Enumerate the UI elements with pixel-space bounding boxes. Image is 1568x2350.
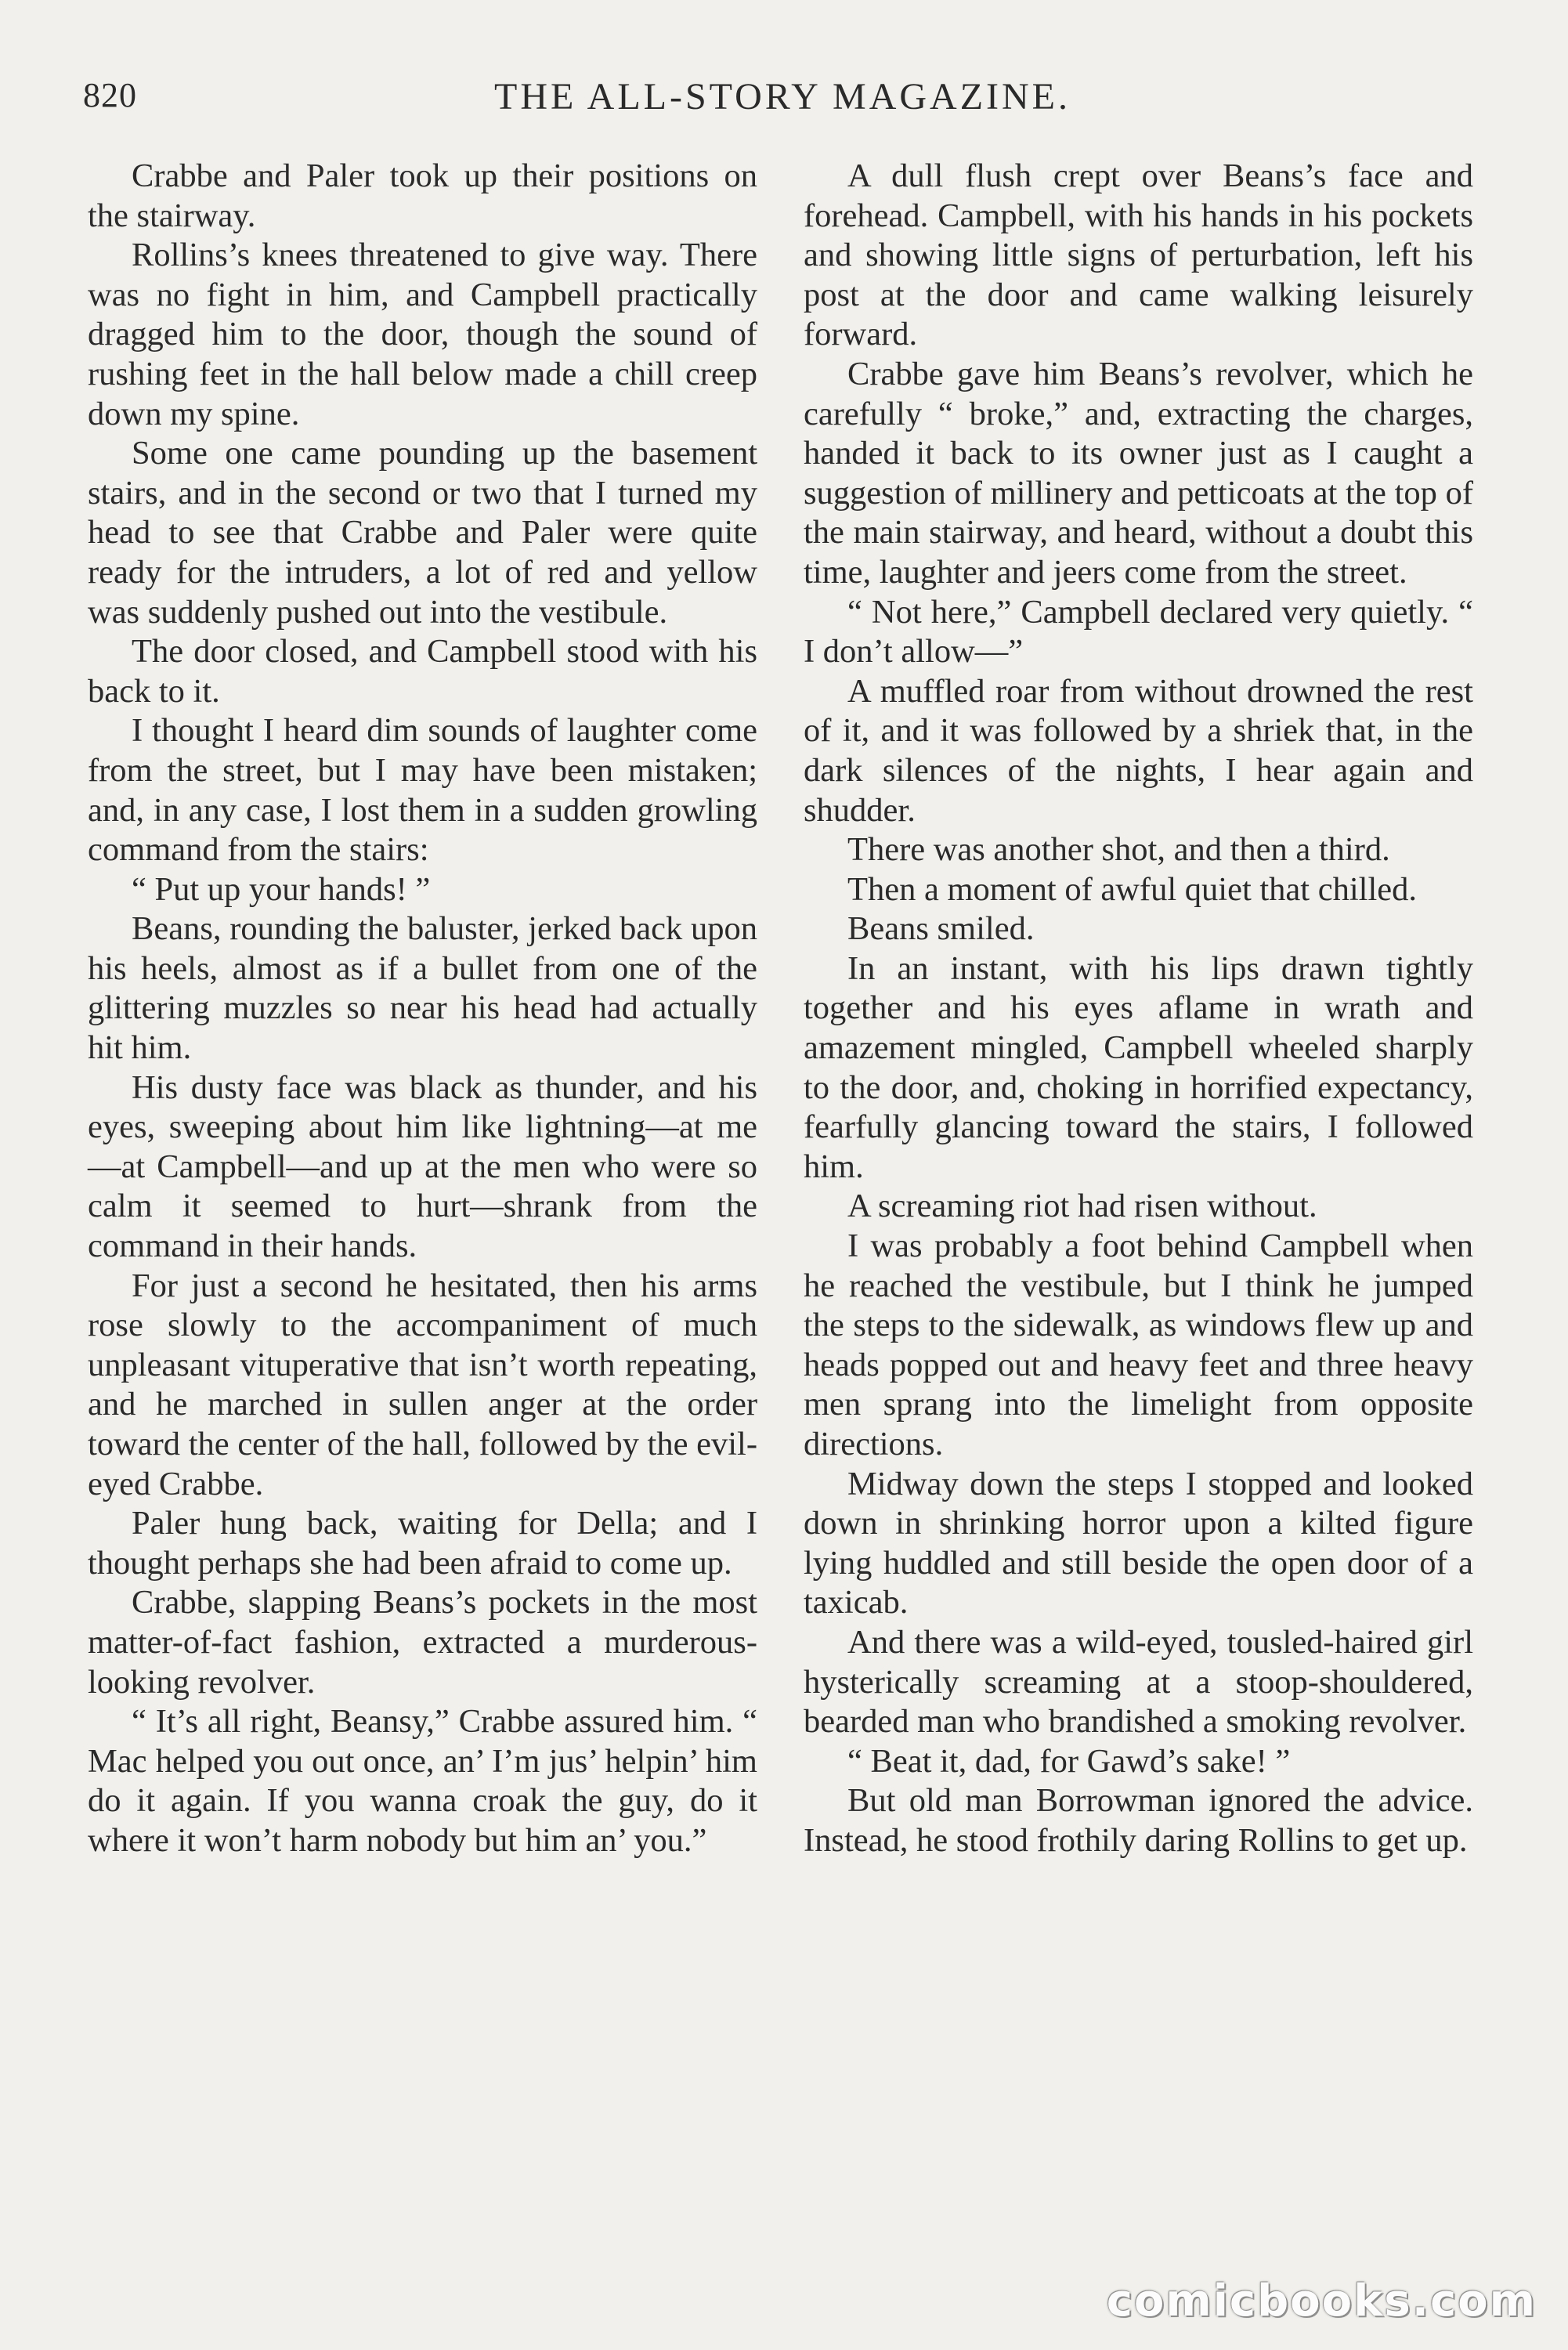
paragraph: I thought I heard dim sounds of laughter come from the street, but I may have been mistaken; and, in any case, I lost them in a sudden growling command from the stairs: <box>88 712 757 869</box>
right-column <box>804 157 1473 1861</box>
paragraph: In an instant, with his lips drawn tightly together and his eyes aflame in wrath and amazement mingled, Campbell wheeled sharply to the door, and, choking in horrified expectancy, fearfully glancing toward the stairs, I followed him. <box>804 949 1473 1185</box>
paragraph: But old man Borrowman ignored the advice. Instead, he stood frothily daring Rollins to get up. <box>804 1782 1473 1859</box>
paragraph: “ Not here,” Campbell declared very quietly. “ I don’t allow—” <box>804 593 1473 671</box>
paragraph: And there was a wild-eyed, tousled-haired girl hysterically screaming at a stoop-shouldered, bearded man who brandished a smoking revolver. <box>804 1623 1473 1741</box>
running-title: THE ALL-STORY MAGAZINE. <box>494 76 1071 118</box>
paragraph: The door closed, and Campbell stood with his back to it. <box>88 633 757 710</box>
paragraph: Paler hung back, waiting for Della; and I thought perhaps she had been afraid to come up. <box>88 1505 757 1582</box>
paragraph: “ Put up your hands! ” <box>132 870 431 908</box>
paragraph: I was probably a foot behind Campbell when he reached the vestibule, but I think he jumped the steps to the sidewalk, as windows flew up and heads popped out and heavy feet and three heavy men sprang into the limelight from opposite directions. <box>804 1227 1473 1462</box>
paragraph: “ Beat it, dad, for Gawd’s sake! ” <box>847 1742 1291 1780</box>
paragraph: A screaming riot had risen without. <box>847 1188 1317 1225</box>
paragraph: Crabbe, slapping Beans’s pockets in the most matter-of-fact fashion, extracted a murderous-looking revolver. <box>88 1584 757 1701</box>
page-header <box>83 75 1482 130</box>
page-number: 820 <box>83 76 137 114</box>
paragraph: Crabbe and Paler took up their positions on the stairway. <box>88 157 757 234</box>
watermark-logo: comicbooks.com <box>1106 2276 1537 2326</box>
paragraph: Rollins’s knees threatened to give way. There was no fight in him, and Campbell practically dragged him to the door, though the sound of rushing feet in the hall below made a chill creep down my spine. <box>88 237 757 432</box>
paragraph: Beans, rounding the baluster, jerked back upon his heels, almost as if a bullet from one of the glittering muzzles so near his head had actually hit him. <box>88 910 757 1067</box>
paragraph: Beans smiled. <box>847 910 1035 948</box>
paragraph: His dusty face was black as thunder, and his eyes, sweeping about him like lightning—at me—at Campbell—and up at the men who were so calm it seemed to hurt—shrank from the command in their hands. <box>88 1068 757 1265</box>
left-column <box>88 157 757 1861</box>
paragraph: Crabbe gave him Beans’s revolver, which he carefully “ broke,” and, extracting the charges, handed it back to its owner just as I caught a suggestion of millinery and petticoats at the top of the main stairway, and heard, without a doubt this time, laughter and jeers come from the street. <box>804 355 1473 591</box>
paragraph: Midway down the steps I stopped and looked down in shrinking horror upon a kilted figure lying huddled and still beside the open door of a taxicab. <box>804 1465 1473 1622</box>
paragraph: A dull flush crept over Beans’s face and forehead. Campbell, with his hands in his pockets and showing little signs of perturbation, left his post at the door and came walking leisurely forward. <box>804 157 1473 353</box>
paragraph: There was another shot, and then a third. <box>847 831 1390 869</box>
paragraph: A muffled roar from without drowned the rest of it, and it was followed by a shriek that, in the dark silences of the nights, I hear again and shudder. <box>804 672 1473 829</box>
paragraph: Some one came pounding up the basement stairs, and in the second or two that I turned my head to see that Crabbe and Paler were quite ready for the intruders, a lot of red and yellow was suddenly pushed out into the vestibule. <box>88 435 757 631</box>
paragraph: “ It’s all right, Beansy,” Crabbe assured him. “ Mac helped you out once, an’ I’m jus’ helpin’ him do it again. If you wanna croak the guy, do it where it won’t harm nobody but him an’ you.” <box>88 1703 757 1859</box>
paragraph: For just a second he hesitated, then his arms rose slowly to the accompaniment of much unpleasant vituperative that isn’t worth repeating, and he marched in sullen anger at the order toward the center of the hall, followed by the evil-eyed Crabbe. <box>88 1267 757 1502</box>
paragraph: Then a moment of awful quiet that chilled. <box>847 870 1418 908</box>
